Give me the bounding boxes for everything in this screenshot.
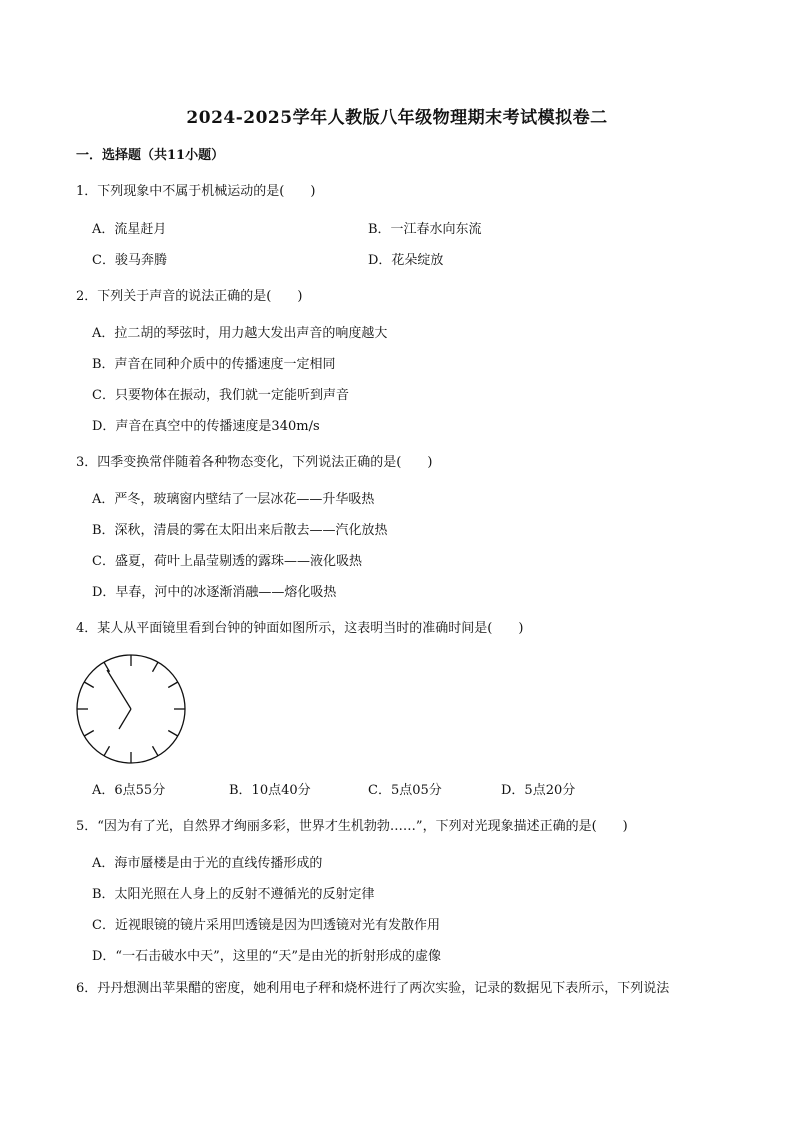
question-2-option-b: B．声音在同种介质中的传播速度一定相同	[92, 357, 336, 372]
clock-hand-short	[119, 709, 131, 729]
question-4-option-b: B．10点40分	[229, 783, 311, 798]
question-1-option-c: C．骏马奔腾	[92, 253, 167, 268]
question-3-option-a: A．严冬，玻璃窗内壁结了一层冰花——升华吸热	[92, 492, 375, 507]
question-4-stem: 4．某人从平面镜里看到台钟的钟面如图所示，这表明当时的准确时间是( )	[76, 621, 524, 636]
question-1-option-a: A．流星赶月	[92, 222, 167, 237]
question-6-stem: 6．丹丹想测出苹果醋的密度，她利用电子秤和烧杯进行了两次实验，记录的数据见下表所示，下列说法	[76, 981, 670, 996]
question-4-option-a: A．6点55分	[92, 783, 166, 798]
question-5-option-b: B．太阳光照在人身上的反射不遵循光的反射定律	[92, 887, 375, 902]
question-5-option-d: D．“一石击破水中天”，这里的“天”是由光的折射形成的虚像	[92, 949, 442, 964]
clock-tick	[153, 746, 159, 756]
question-2-option-d: D．声音在真空中的传播速度是340m/s	[92, 419, 320, 434]
clock-tick	[153, 662, 159, 672]
question-1-stem: 1．下列现象中不属于机械运动的是( )	[76, 184, 316, 199]
question-2-option-a: A．拉二胡的琴弦时，用力越大发出声音的响度越大	[92, 326, 388, 341]
question-2-option-c: C．只要物体在振动，我们就一定能听到声音	[92, 388, 349, 403]
clock-tick	[84, 682, 94, 688]
clock-hand-long	[107, 670, 131, 709]
question-5-option-a: A．海市蜃楼是由于光的直线传播形成的	[92, 856, 323, 871]
page-title: 2024-2025学年人教版八年级物理期末考试模拟卷二	[186, 108, 608, 128]
question-3-stem: 3．四季变换常伴随着各种物态变化，下列说法正确的是( )	[76, 455, 433, 470]
question-2-stem: 2．下列关于声音的说法正确的是( )	[76, 289, 303, 304]
question-5-stem: 5．“因为有了光，自然界才绚丽多彩，世界才生机勃勃……”，下列对光现象描述正确的是( )	[76, 819, 628, 834]
clock-tick	[168, 682, 178, 688]
question-5-option-c: C．近视眼镜的镜片采用凹透镜是因为凹透镜对光有发散作用	[92, 918, 440, 933]
question-4-option-c: C．5点05分	[368, 783, 442, 798]
question-1-option-b: B．一江春水向东流	[368, 222, 482, 237]
clock-tick	[104, 746, 110, 756]
question-3-option-d: D．早春，河中的冰逐渐消融——熔化吸热	[92, 585, 337, 600]
clock-tick	[168, 731, 178, 737]
section-heading: 一．选择题（共11小题）	[76, 148, 225, 163]
clock-tick	[84, 731, 94, 737]
mirrored-clock-figure	[74, 652, 188, 766]
question-1-option-d: D．花朵绽放	[368, 253, 444, 268]
question-3-option-b: B．深秋，清晨的雾在太阳出来后散去——汽化放热	[92, 523, 388, 538]
question-4-option-d: D．5点20分	[501, 783, 576, 798]
question-3-option-c: C．盛夏，荷叶上晶莹剔透的露珠——液化吸热	[92, 554, 362, 569]
